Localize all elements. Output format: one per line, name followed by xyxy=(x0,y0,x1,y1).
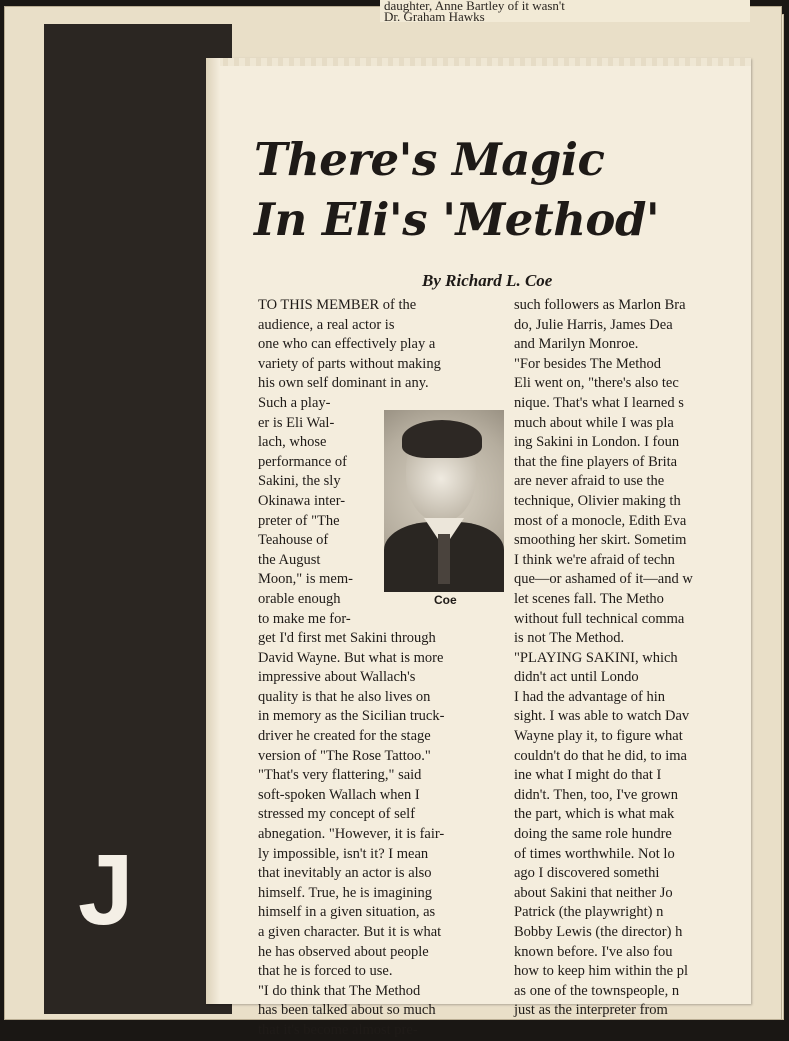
article-line: I had the advantage of hin xyxy=(514,688,665,705)
article-line: most of a monocle, Edith Eva xyxy=(514,512,687,529)
article-line: "That's very flattering," said xyxy=(258,767,422,784)
article-line: technique, Olivier making th xyxy=(514,492,681,509)
article-line: couldn't do that he did, to ima xyxy=(514,747,687,764)
article-line: he has observed about people xyxy=(258,943,429,960)
article-line: that it's become almost pre- xyxy=(258,1021,418,1038)
article-line: I think we're afraid of techn xyxy=(514,551,675,568)
article-line: Okinawa inter- xyxy=(258,492,346,509)
article-line: preter of "The xyxy=(258,512,340,529)
photo-tie xyxy=(438,534,450,584)
headline-line: In Eli's 'Method' xyxy=(254,193,660,246)
article-line: orable enough xyxy=(258,590,341,607)
article-line: ago I discovered somethi xyxy=(514,865,660,882)
article-line: "For besides The Method xyxy=(514,355,662,372)
article-line: soft-spoken Wallach when I xyxy=(258,786,420,803)
article-line: abnegation. "However, it is fair- xyxy=(258,826,445,843)
article-line: sight. I was able to watch Dav xyxy=(514,708,690,725)
article-line: Sakini, the sly xyxy=(258,473,341,490)
article-line: "I do think that The Method xyxy=(258,982,421,999)
headline xyxy=(254,130,754,250)
article-line: as one of the townspeople, n xyxy=(514,982,680,999)
article-line: impressive about Wallach's xyxy=(258,669,416,686)
article-line: variety of parts without making xyxy=(258,355,441,372)
article-line: has been talked about so much xyxy=(258,1002,436,1019)
article-line: his own self dominant in any. xyxy=(258,375,429,392)
article-line: ing Sakini in London. I foun xyxy=(514,434,680,451)
article-line: himself in a given situation, as xyxy=(258,904,436,921)
article-line: the August xyxy=(258,551,321,568)
article-line: Such a play- xyxy=(258,394,331,411)
right-column xyxy=(514,296,754,1021)
torn-edge xyxy=(206,58,751,66)
article-line: without full technical comma xyxy=(514,610,685,627)
article-line: much about while I was pla xyxy=(514,414,674,431)
article-line: that inevitably an actor is also xyxy=(258,865,432,882)
article-line: of times worthwhile. Not lo xyxy=(514,845,675,862)
headline-line: There's Magic xyxy=(254,133,605,186)
article-line: and Marilyn Monroe. xyxy=(514,336,639,353)
top-strip-line: daughter, Anne Bartley of it wasn't xyxy=(384,0,565,13)
article-line: Patrick (the playwright) n xyxy=(514,904,664,921)
top-clipping-strip xyxy=(380,0,750,22)
article-line: a given character. But it is what xyxy=(258,924,442,940)
article-line: Eli went on, "there's also tec xyxy=(514,375,679,392)
photo-hair xyxy=(402,420,482,458)
article-line: audience, a real actor is xyxy=(258,316,395,333)
article-line: TO THIS MEMBER of the xyxy=(258,297,417,313)
article-line: driver he created for the stage xyxy=(258,728,431,745)
margin-letter: J xyxy=(78,834,134,946)
article-line: didn't act until Londo xyxy=(514,669,639,686)
article-line: performance of xyxy=(258,453,347,470)
article-line: such followers as Marlon Bra xyxy=(514,297,686,313)
article-line: er is Eli Wal- xyxy=(258,414,335,431)
top-strip-line: Dr. Graham Hawks xyxy=(384,9,485,24)
article-line: is not The Method. xyxy=(514,630,625,647)
article-line: one who can effectively play a xyxy=(258,336,436,353)
article-line: that he is forced to use. xyxy=(258,963,393,980)
article-line: ine what I might do that I xyxy=(514,767,662,784)
article-line: doing the same role hundre xyxy=(514,826,672,843)
article-line: version of "The Rose Tattoo." xyxy=(258,747,431,764)
article-line: lach, whose xyxy=(258,434,327,451)
article-line: do, Julie Harris, James Dea xyxy=(514,316,673,333)
article-line: in memory as the Sicilian truck- xyxy=(258,708,445,725)
dark-margin-band xyxy=(44,24,232,1014)
article-line: that the fine players of Brita xyxy=(514,453,678,470)
clipping-shadow xyxy=(206,58,220,1004)
article-line: stressed my concept of self xyxy=(258,806,416,823)
photo-caption: Coe xyxy=(434,593,457,607)
article-line: smoothing her skirt. Sometim xyxy=(514,532,687,549)
article-line: Moon," is mem- xyxy=(258,571,353,588)
article-line: David Wayne. But what is more xyxy=(258,649,444,666)
article-line: que—or ashamed of it—and w xyxy=(514,571,693,588)
article-line: known before. I've also fou xyxy=(514,943,673,960)
article-line: quality is that he also lives on xyxy=(258,688,431,705)
article-line: about Sakini that neither Jo xyxy=(514,884,673,901)
article-line: himself. True, he is imagining xyxy=(258,884,432,901)
article-line: just as the interpreter from xyxy=(514,1002,668,1019)
article-line: Teahouse of xyxy=(258,532,329,549)
article-line: ly impossible, isn't it? I mean xyxy=(258,845,429,862)
author-photo xyxy=(384,410,504,592)
article-line: didn't. Then, too, I've grown xyxy=(514,786,679,803)
left-column xyxy=(258,296,518,1041)
article-line: Bobby Lewis (the director) h xyxy=(514,924,683,940)
article-line: let scenes fall. The Metho xyxy=(514,590,664,607)
article-line: get I'd first met Sakini through xyxy=(258,630,436,647)
article-line: to make me for- xyxy=(258,610,351,627)
article-line: Wayne play it, to figure what xyxy=(514,728,683,745)
newspaper-clipping xyxy=(206,58,751,1038)
article-line: the part, which is what mak xyxy=(514,806,675,823)
byline: By Richard L. Coe xyxy=(422,271,553,290)
article-line: "PLAYING SAKINI, which xyxy=(514,649,678,666)
article-line: nique. That's what I learned s xyxy=(514,394,684,411)
article-line: how to keep him within the pl xyxy=(514,963,688,980)
article-line: are never afraid to use the xyxy=(514,473,665,490)
